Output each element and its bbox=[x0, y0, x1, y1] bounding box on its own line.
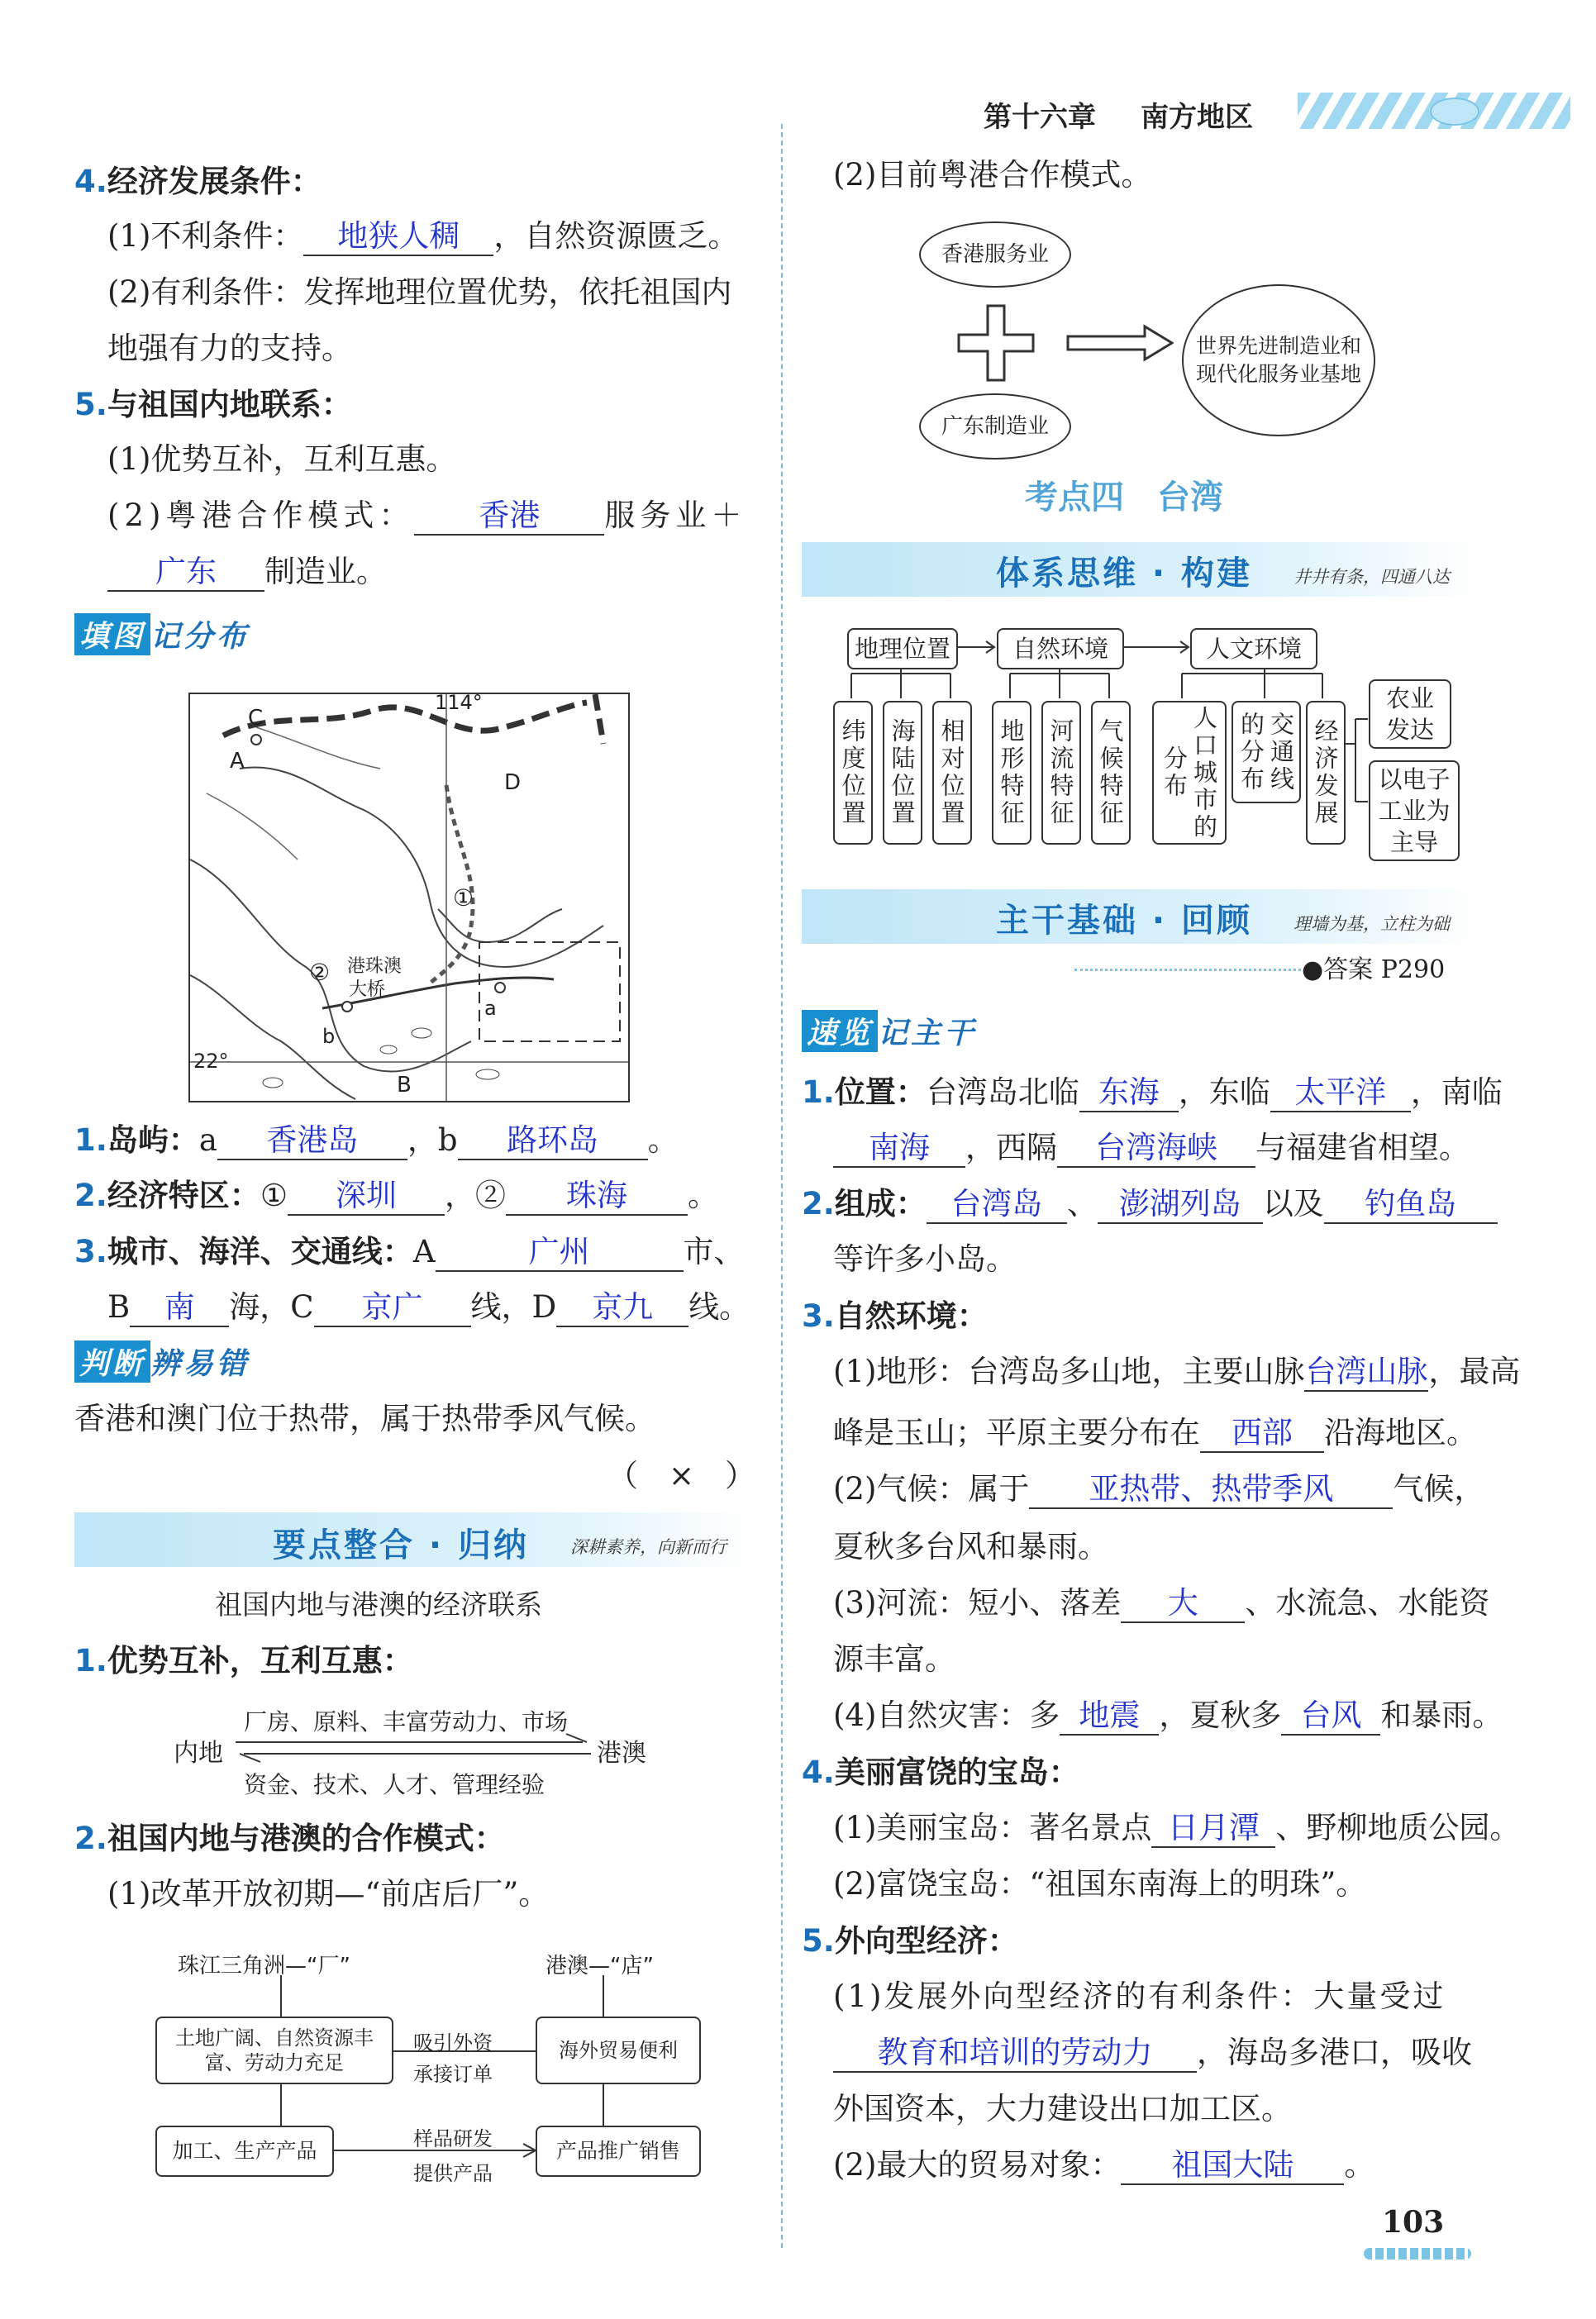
mm-root-natural: 自然环境 bbox=[997, 628, 1124, 669]
map-label-a-lower: a bbox=[484, 997, 497, 1020]
answer-blank: 珠海 bbox=[506, 1178, 688, 1216]
q4-line3: 地强有力的支持。 bbox=[107, 331, 352, 366]
answer-blank: 广东 bbox=[107, 554, 264, 592]
answer-blank: 深圳 bbox=[288, 1178, 445, 1216]
answer-blank: 钓鱼岛 bbox=[1324, 1186, 1498, 1224]
section-subtitle-system: 井井有条，四通八达 bbox=[1293, 567, 1450, 587]
map-bridge-label-1: 港珠澳 bbox=[347, 956, 403, 977]
answer-blank: 地震 bbox=[1060, 1698, 1159, 1736]
sez-line: 2.经济特区：① 深圳 ，② 珠海 。 bbox=[74, 1175, 718, 1216]
t3-heading: 3.自然环境： bbox=[802, 1298, 988, 1334]
mm-transport: 交通线的分布 bbox=[1232, 701, 1301, 803]
t4-heading: 4.美丽富饶的宝岛： bbox=[802, 1754, 1079, 1790]
t3-line6: 源丰富。 bbox=[833, 1641, 955, 1677]
fc-arrow1-top: 吸引外资 bbox=[413, 2031, 493, 2055]
kaodian-title: 考点四 台湾 bbox=[1025, 479, 1223, 517]
p1-top-label: 厂房、原料、丰富劳动力、市场 bbox=[244, 1708, 569, 1736]
answer-blank: 澎湖列岛 bbox=[1098, 1186, 1263, 1224]
mm-terrain: 地形特征 bbox=[992, 701, 1031, 845]
mm-river: 河流特征 bbox=[1041, 701, 1081, 845]
map-lon-label: 114° bbox=[435, 691, 483, 714]
t2-line1: 2.组成： 台湾岛 、 澎湖列岛 以及 钓鱼岛 bbox=[802, 1183, 1498, 1224]
answer-blank: 京九 bbox=[556, 1289, 688, 1327]
chapter-label: 第十六章 bbox=[984, 101, 1096, 134]
judge-statement: 香港和澳门位于热带，属于热带季风气候。 bbox=[74, 1401, 655, 1436]
answer-blank: 祖国大陆 bbox=[1121, 2147, 1344, 2185]
t3-line1: (1)地形：台湾岛多山地，主要山脉台湾山脉，最高 bbox=[833, 1352, 1520, 1392]
column-divider bbox=[781, 124, 783, 2248]
map-label-c: C bbox=[248, 706, 264, 731]
hk-service-oval: 香港服务业 bbox=[919, 221, 1071, 288]
q5-heading: 5.与祖国内地联系： bbox=[74, 386, 352, 422]
answer-blank: 台湾海峡 bbox=[1057, 1130, 1255, 1168]
map-label-2: ② bbox=[309, 959, 331, 986]
answer-blank: 教育和培训的劳动力 bbox=[833, 2035, 1197, 2073]
fc-left-head: 珠江三角洲—“厂” bbox=[178, 1954, 350, 1979]
answer-blank: 西部 bbox=[1200, 1415, 1324, 1453]
t4-line2: (2)富饶宝岛：“祖国东南海上的明珠”。 bbox=[833, 1866, 1367, 1902]
answer-ref: ●答案 P290 bbox=[1302, 955, 1446, 984]
mm-electronics: 以电子工业为主导 bbox=[1369, 760, 1460, 861]
answer-blank: 台湾山脉 bbox=[1304, 1354, 1428, 1392]
p1-heading: 1.优势互补，互利互惠： bbox=[74, 1642, 413, 1679]
answer-blank: 太平洋 bbox=[1270, 1074, 1411, 1112]
section-title-summary: 要点整合 · 归纳 bbox=[273, 1526, 530, 1564]
q4-heading: 4.经济发展条件： bbox=[74, 163, 322, 199]
t5-line3: 外国资本，大力建设出口加工区。 bbox=[833, 2091, 1292, 2126]
answer-blank: 东海 bbox=[1079, 1074, 1179, 1112]
t3-line2: 峰是玉山；平原主要分布在 西部 沿海地区。 bbox=[833, 1413, 1477, 1453]
base-circle: 世界先进制造业和现代化服务业基地 bbox=[1182, 284, 1375, 436]
t4-line1: (1)美丽宝岛：著名景点 日月潭 、野柳地质公园。 bbox=[833, 1808, 1520, 1848]
t2-line2: 等许多小岛。 bbox=[833, 1241, 1017, 1277]
tag-quick: 速览 记主干 bbox=[802, 1010, 977, 1051]
gd-manufacture-oval: 广东制造业 bbox=[919, 393, 1071, 460]
map-drawing bbox=[190, 694, 628, 1101]
p1-bottom-label: 资金、技术、人才、管理经验 bbox=[244, 1771, 545, 1798]
section-subtitle-summary: 深耕素养，向新而行 bbox=[570, 1537, 727, 1557]
section-title-basics: 主干基础 · 回顾 bbox=[996, 902, 1253, 940]
p2-sub: (1)改革开放初期—“前店后厂”。 bbox=[107, 1876, 550, 1912]
map-label-a: A bbox=[230, 749, 245, 774]
t1-line2: 南海 ，西隔 台湾海峡 与福建省相望。 bbox=[833, 1128, 1470, 1168]
arrow-right-icon bbox=[1066, 324, 1174, 362]
mm-population: 人口城市的分布 bbox=[1152, 701, 1227, 845]
mm-agriculture: 农业发达 bbox=[1369, 679, 1451, 749]
answer-dots bbox=[1074, 969, 1306, 971]
answer-blank: 亚热带、热带季风 bbox=[1029, 1471, 1393, 1509]
p1-left-label: 内地 bbox=[174, 1739, 223, 1768]
map-label-1: ① bbox=[453, 884, 474, 912]
page-number: 103 bbox=[1382, 2205, 1445, 2240]
fc-arrow2-top: 样品研发 bbox=[413, 2127, 493, 2150]
tag-judge: 判断 辨易错 bbox=[74, 1340, 250, 1382]
q4-line2: (2)有利条件：发挥地理位置优势，依托祖国内 bbox=[107, 274, 732, 310]
p1-exchange-arrows bbox=[236, 1732, 591, 1765]
page-header bbox=[909, 93, 1570, 134]
t5-line2: 教育和培训的劳动力 ，海岛多港口，吸收 bbox=[833, 2033, 1472, 2073]
map-bridge-label-2: 大桥 bbox=[349, 979, 386, 1000]
econ-title: 祖国内地与港澳的经济联系 bbox=[215, 1588, 542, 1621]
mode-title: (2)目前粤港合作模式。 bbox=[833, 157, 1152, 193]
city-line2: B 南 海，C 京广 线，D 京九 线。 bbox=[107, 1288, 750, 1327]
plus-icon bbox=[955, 302, 1037, 384]
t3-line5: (3)河流：短小、落差 大 、水流急、水能资 bbox=[833, 1583, 1489, 1623]
fc-right-head: 港澳—“店” bbox=[545, 1954, 654, 1979]
q5-line1: (1)优势互补，互利互惠。 bbox=[107, 441, 457, 477]
answer-blank: 大 bbox=[1121, 1585, 1245, 1623]
mm-land-sea: 海陆位置 bbox=[883, 701, 922, 845]
mm-economy: 经济发展 bbox=[1306, 701, 1346, 845]
fc-box-trade: 海外贸易便利 bbox=[536, 2017, 701, 2084]
answer-blank: 南 bbox=[130, 1289, 229, 1327]
t5-line1: (1)发展外向型经济的有利条件：大量受过 bbox=[833, 1979, 1446, 2014]
answer-blank: 南海 bbox=[833, 1130, 965, 1168]
map-label-d: D bbox=[504, 770, 522, 795]
fc-box-resources: 土地广阔、自然资源丰富、劳动力充足 bbox=[155, 2017, 393, 2084]
mm-root-location: 地理位置 bbox=[847, 628, 958, 669]
answer-blank: 日月潭 bbox=[1151, 1810, 1275, 1848]
p2-heading: 2.祖国内地与港澳的合作模式： bbox=[74, 1820, 505, 1856]
mm-relative: 相对位置 bbox=[932, 701, 972, 845]
p1-right-label: 港澳 bbox=[597, 1739, 646, 1768]
islands-line: 1.岛屿：a 香港岛 ，b 路环岛 。 bbox=[74, 1120, 679, 1160]
t5-heading: 5.外向型经济： bbox=[802, 1922, 1018, 1959]
t3-line4: 夏秋多台风和暴雨。 bbox=[833, 1529, 1108, 1564]
mm-root-human: 人文环境 bbox=[1190, 628, 1317, 669]
t3-line3: (2)气候：属于 亚热带、热带季风 气候， bbox=[833, 1469, 1484, 1509]
map-label-b-lower: b bbox=[322, 1025, 336, 1048]
page-number-wave bbox=[1364, 2248, 1471, 2259]
map-label-b: B bbox=[397, 1073, 412, 1098]
fc-box-sales: 产品推广销售 bbox=[536, 2126, 701, 2177]
section-subtitle-basics: 理墙为基，立柱为础 bbox=[1293, 914, 1450, 934]
q5-line2: (2)粤港合作模式： 香港 服务业＋ bbox=[107, 496, 746, 536]
mm-climate: 气候特征 bbox=[1091, 701, 1131, 845]
t1-line1: 1.位置：台湾岛北临 东海 ，东临 太平洋 ，南临 bbox=[802, 1072, 1503, 1112]
answer-blank: 路环岛 bbox=[458, 1122, 648, 1160]
answer-blank: 香港 bbox=[414, 498, 604, 536]
answer-blank: 京广 bbox=[314, 1289, 471, 1327]
answer-blank: 台湾岛 bbox=[927, 1186, 1067, 1224]
answer-blank: 香港岛 bbox=[217, 1122, 407, 1160]
answer-blank: 地狭人稠 bbox=[303, 218, 493, 256]
fc-arrow2-bottom: 提供产品 bbox=[413, 2162, 493, 2185]
answer-blank: 广州 bbox=[436, 1234, 684, 1272]
header-logo-icon bbox=[1430, 98, 1479, 126]
map-lat-label: 22° bbox=[193, 1050, 229, 1073]
hk-macau-map bbox=[188, 693, 630, 1102]
region-label: 南方地区 bbox=[1141, 101, 1253, 134]
answer-blank: 台风 bbox=[1281, 1698, 1380, 1736]
t3-line7: (4)自然灾害：多 地震 ，夏秋多 台风 和暴雨。 bbox=[833, 1696, 1503, 1736]
tag-fill-map: 填图 记分布 bbox=[74, 613, 250, 655]
mm-latitude: 纬度位置 bbox=[833, 701, 873, 845]
city-line1: 3.城市、海洋、交通线：A 广州 市、 bbox=[74, 1231, 745, 1272]
judge-mark: （ × ） bbox=[607, 1458, 756, 1493]
section-title-system: 体系思维 · 构建 bbox=[996, 555, 1253, 593]
q4-line1: (1)不利条件： 地狭人稠 ，自然资源匮乏。 bbox=[107, 217, 738, 256]
q5-line3: 广东 制造业。 bbox=[107, 552, 387, 592]
fc-box-production: 加工、生产产品 bbox=[155, 2126, 334, 2177]
fc-arrow1-bottom: 承接订单 bbox=[413, 2063, 493, 2086]
t5-line4: (2)最大的贸易对象： 祖国大陆 。 bbox=[833, 2145, 1374, 2185]
